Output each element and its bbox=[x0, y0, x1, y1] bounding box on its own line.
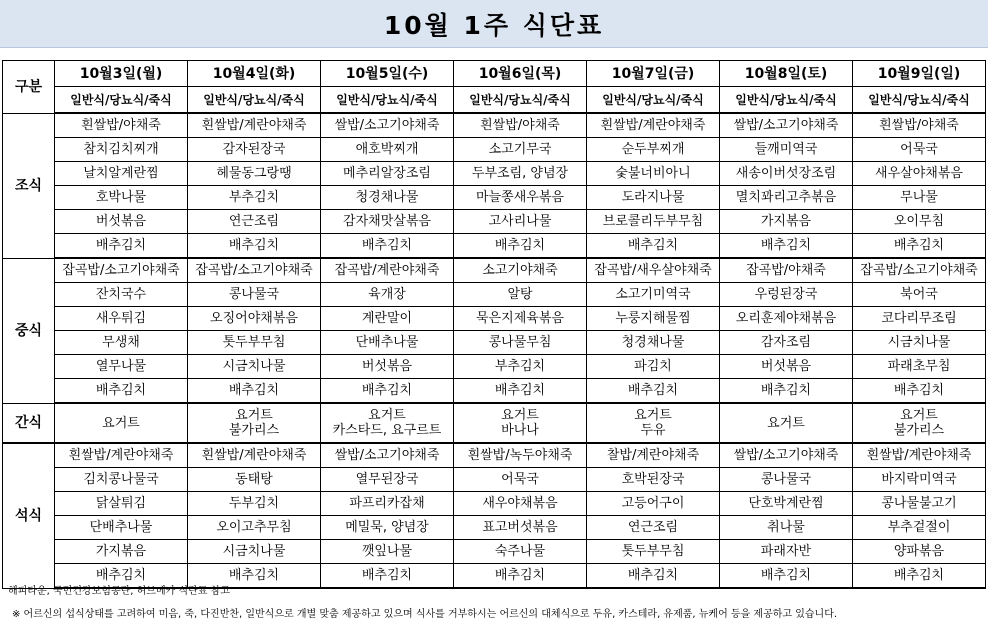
meal-item: 감자된장국 bbox=[188, 138, 321, 162]
source-note: 해피타운, 국민건강보험공단, 허브메카 식단표 참고 bbox=[8, 586, 230, 597]
meal-row bbox=[3, 516, 986, 540]
meal-item: 배추김치 bbox=[720, 234, 853, 259]
meal-item: 북어국 bbox=[853, 283, 986, 307]
meal-item: 도라지나물 bbox=[587, 186, 720, 210]
meal-item: 잔치국수 bbox=[55, 283, 188, 307]
snack-item: 요거트 bbox=[235, 408, 273, 423]
meal-item: 파래초무침 bbox=[853, 355, 986, 379]
diet-type: 일반식/당뇨식/죽식 bbox=[587, 87, 720, 114]
meal-row bbox=[3, 379, 986, 404]
snack-cell bbox=[321, 403, 454, 443]
day-date: 10월6일(목) bbox=[454, 61, 587, 87]
meal-item: 숙주나물 bbox=[454, 540, 587, 564]
meal-item: 배추김치 bbox=[55, 564, 188, 589]
meal-item: 단호박계란찜 bbox=[720, 492, 853, 516]
meal-item: 누룽지해물찜 bbox=[587, 307, 720, 331]
meal-item: 오이고추무침 bbox=[188, 516, 321, 540]
meal-item: 흰쌀밥/계란야채죽 bbox=[188, 443, 321, 468]
meal-item: 배추김치 bbox=[321, 234, 454, 259]
meal-item: 배추김치 bbox=[188, 564, 321, 589]
snack-item: 바나나 bbox=[501, 423, 539, 438]
meal-item: 배추김치 bbox=[587, 564, 720, 589]
meal-row bbox=[3, 186, 986, 210]
section-label: 중식 bbox=[3, 258, 55, 403]
snack-cell bbox=[188, 403, 321, 443]
meal-item: 콩나물국 bbox=[720, 468, 853, 492]
meal-item: 어묵국 bbox=[454, 468, 587, 492]
snack-cell bbox=[587, 403, 720, 443]
meal-item: 배추김치 bbox=[55, 379, 188, 404]
meal-item: 순두부찌개 bbox=[587, 138, 720, 162]
diet-type: 일반식/당뇨식/죽식 bbox=[720, 87, 853, 114]
meal-item: 콩나물불고기 bbox=[853, 492, 986, 516]
meal-item: 배추김치 bbox=[454, 234, 587, 259]
meal-item: 톳두부무침 bbox=[587, 540, 720, 564]
snack-cell bbox=[454, 403, 587, 443]
meal-item: 열무된장국 bbox=[321, 468, 454, 492]
section-label: 조식 bbox=[3, 113, 55, 258]
snack-item: 불가리스 bbox=[228, 423, 280, 438]
meal-item: 마늘쫑새우볶음 bbox=[454, 186, 587, 210]
header-date-row bbox=[3, 61, 986, 87]
meal-row bbox=[3, 492, 986, 516]
meal-item: 소고기미역국 bbox=[587, 283, 720, 307]
meal-item: 깻잎나물 bbox=[321, 540, 454, 564]
meal-item: 배추김치 bbox=[853, 564, 986, 589]
meal-item: 들깨미역국 bbox=[720, 138, 853, 162]
meal-row bbox=[3, 258, 986, 283]
header-type-row bbox=[3, 87, 986, 114]
meal-item: 소고기야채죽 bbox=[454, 258, 587, 283]
meal-item: 애호박찌개 bbox=[321, 138, 454, 162]
meal-item: 버섯볶음 bbox=[720, 355, 853, 379]
meal-item: 가지볶음 bbox=[55, 540, 188, 564]
diet-type: 일반식/당뇨식/죽식 bbox=[188, 87, 321, 114]
meal-item: 날치알계란찜 bbox=[55, 162, 188, 186]
meal-item: 쌀밥/소고기야채죽 bbox=[720, 113, 853, 138]
meal-item: 부추김치 bbox=[454, 355, 587, 379]
meal-row bbox=[3, 234, 986, 259]
meal-row bbox=[3, 162, 986, 186]
meal-item: 바지락미역국 bbox=[853, 468, 986, 492]
meal-item: 코다리무조림 bbox=[853, 307, 986, 331]
meal-item: 배추김치 bbox=[720, 564, 853, 589]
category-header: 구분 bbox=[3, 61, 55, 114]
meal-item: 고사리나물 bbox=[454, 210, 587, 234]
meal-item: 양파볶음 bbox=[853, 540, 986, 564]
meal-item: 어묵국 bbox=[853, 138, 986, 162]
page-title: 10월 1주 식단표 bbox=[0, 0, 988, 48]
day-date: 10월9일(일) bbox=[853, 61, 986, 87]
meal-item: 청경채나물 bbox=[321, 186, 454, 210]
diet-type: 일반식/당뇨식/죽식 bbox=[321, 87, 454, 114]
meal-item: 배추김치 bbox=[454, 379, 587, 404]
meal-item: 배추김치 bbox=[587, 234, 720, 259]
meal-item: 배추김치 bbox=[454, 564, 587, 589]
snack-item: 불가리스 bbox=[893, 423, 945, 438]
meal-row bbox=[3, 138, 986, 162]
meal-policy-note: ※ 어르신의 섭식상태를 고려하여 미음, 죽, 다진반찬, 일반식으로 개별 맞춤 제공하고 있으며 식사를 거부하시는 어르신의 대체식으로 두유, 카스테라, 유제품, 뉴케어 등을 제공하고 있습니다. bbox=[12, 609, 838, 620]
meal-item: 배추김치 bbox=[321, 379, 454, 404]
meal-item: 배추김치 bbox=[188, 234, 321, 259]
day-date: 10월8일(토) bbox=[720, 61, 853, 87]
meal-item: 흰쌀밥/야채죽 bbox=[55, 113, 188, 138]
meal-item: 동태탕 bbox=[188, 468, 321, 492]
meal-item: 두부조림, 양념장 bbox=[454, 162, 587, 186]
meal-item: 묵은지제육볶음 bbox=[454, 307, 587, 331]
meal-item: 브로콜리두부무침 bbox=[587, 210, 720, 234]
meal-item: 흰쌀밥/야채죽 bbox=[853, 113, 986, 138]
meal-item: 잡곡밥/계란야채죽 bbox=[321, 258, 454, 283]
meal-item: 멸치꽈리고추볶음 bbox=[720, 186, 853, 210]
meal-item: 시금치나물 bbox=[188, 355, 321, 379]
meal-item: 파프리카잡채 bbox=[321, 492, 454, 516]
meal-row bbox=[3, 307, 986, 331]
meal-row bbox=[3, 331, 986, 355]
meal-item: 톳두부무침 bbox=[188, 331, 321, 355]
meal-item: 흰쌀밥/계란야채죽 bbox=[188, 113, 321, 138]
meal-item: 새우튀김 bbox=[55, 307, 188, 331]
meal-item: 버섯볶음 bbox=[321, 355, 454, 379]
meal-item: 잡곡밥/소고기야채죽 bbox=[853, 258, 986, 283]
meal-item: 숯불너비아니 bbox=[587, 162, 720, 186]
meal-item: 알탕 bbox=[454, 283, 587, 307]
section-label-snack: 간식 bbox=[3, 403, 55, 443]
meal-item: 헤물동그랑땡 bbox=[188, 162, 321, 186]
footnotes bbox=[8, 585, 983, 621]
diet-type: 일반식/당뇨식/죽식 bbox=[853, 87, 986, 114]
snack-cell bbox=[720, 403, 853, 443]
meal-item: 열무나물 bbox=[55, 355, 188, 379]
meal-item: 취나물 bbox=[720, 516, 853, 540]
meal-item: 흰쌀밥/녹두야채죽 bbox=[454, 443, 587, 468]
meal-item: 배추김치 bbox=[55, 234, 188, 259]
meal-item: 잡곡밥/소고기야채죽 bbox=[55, 258, 188, 283]
meal-row bbox=[3, 283, 986, 307]
meal-item: 흰쌀밥/야채죽 bbox=[454, 113, 587, 138]
meal-item: 오징어야채볶음 bbox=[188, 307, 321, 331]
meal-item: 무생채 bbox=[55, 331, 188, 355]
diet-type: 일반식/당뇨식/죽식 bbox=[55, 87, 188, 114]
meal-item: 두부김치 bbox=[188, 492, 321, 516]
meal-item: 오리훈제야채볶음 bbox=[720, 307, 853, 331]
meal-item: 연근조림 bbox=[587, 516, 720, 540]
snack-item: 요거트 bbox=[368, 408, 406, 423]
meal-item: 파김치 bbox=[587, 355, 720, 379]
meal-row bbox=[3, 113, 986, 138]
snack-item: 요거트 bbox=[501, 408, 539, 423]
meal-item: 김치콩나물국 bbox=[55, 468, 188, 492]
meal-item: 고등어구이 bbox=[587, 492, 720, 516]
meal-item: 무나물 bbox=[853, 186, 986, 210]
meal-item: 가지볶음 bbox=[720, 210, 853, 234]
meal-item: 쌀밥/소고기야채죽 bbox=[321, 113, 454, 138]
snack-cell bbox=[853, 403, 986, 443]
meal-item: 참치김치찌개 bbox=[55, 138, 188, 162]
meal-item: 닭살튀김 bbox=[55, 492, 188, 516]
meal-item: 감자채맛살볶음 bbox=[321, 210, 454, 234]
meal-item: 부추김치 bbox=[188, 186, 321, 210]
meal-row bbox=[3, 540, 986, 564]
meal-row bbox=[3, 443, 986, 468]
day-date: 10월7일(금) bbox=[587, 61, 720, 87]
day-date: 10월4일(화) bbox=[188, 61, 321, 87]
snack-item: 요거트 bbox=[900, 408, 938, 423]
meal-item: 청경채나물 bbox=[587, 331, 720, 355]
meal-item: 찰밥/계란야채죽 bbox=[587, 443, 720, 468]
meal-item: 배추김치 bbox=[188, 379, 321, 404]
snack-cell bbox=[55, 403, 188, 443]
meal-row bbox=[3, 210, 986, 234]
meal-item: 감자조림 bbox=[720, 331, 853, 355]
meal-item: 메밀묵, 양념장 bbox=[321, 516, 454, 540]
meal-item: 새우살야채볶음 bbox=[853, 162, 986, 186]
meal-item: 흰쌀밥/계란야채죽 bbox=[853, 443, 986, 468]
meal-item: 흰쌀밥/계란야채죽 bbox=[587, 113, 720, 138]
snack-item: 요거트 bbox=[102, 415, 140, 431]
meal-item: 배추김치 bbox=[720, 379, 853, 404]
meal-item: 우렁된장국 bbox=[720, 283, 853, 307]
snack-item: 두유 bbox=[640, 423, 666, 438]
section-label: 석식 bbox=[3, 443, 55, 588]
snack-item: 요거트 bbox=[767, 415, 805, 431]
meal-item: 소고기무국 bbox=[454, 138, 587, 162]
meal-item: 새우야채볶음 bbox=[454, 492, 587, 516]
meal-item: 표고버섯볶음 bbox=[454, 516, 587, 540]
meal-item: 잡곡밥/소고기야채죽 bbox=[188, 258, 321, 283]
snack-item: 요거트 bbox=[634, 408, 672, 423]
meal-table bbox=[2, 60, 986, 589]
meal-item: 새송이버섯장조림 bbox=[720, 162, 853, 186]
meal-row bbox=[3, 468, 986, 492]
day-date: 10월5일(수) bbox=[321, 61, 454, 87]
meal-item: 호박된장국 bbox=[587, 468, 720, 492]
meal-item: 잡곡밥/새우살야채죽 bbox=[587, 258, 720, 283]
meal-item: 파래자반 bbox=[720, 540, 853, 564]
meal-item: 시금치나물 bbox=[188, 540, 321, 564]
meal-row bbox=[3, 355, 986, 379]
meal-item: 잡곡밥/야채죽 bbox=[720, 258, 853, 283]
meal-item: 배추김치 bbox=[853, 234, 986, 259]
meal-item: 쌀밥/소고기야채죽 bbox=[720, 443, 853, 468]
meal-item: 오이무침 bbox=[853, 210, 986, 234]
meal-item: 흰쌀밥/계란야채죽 bbox=[55, 443, 188, 468]
meal-item: 부추겉절이 bbox=[853, 516, 986, 540]
meal-item: 메추리알장조림 bbox=[321, 162, 454, 186]
meal-item: 단배추나물 bbox=[321, 331, 454, 355]
meal-item: 육개장 bbox=[321, 283, 454, 307]
meal-item: 배추김치 bbox=[853, 379, 986, 404]
meal-item: 호박나물 bbox=[55, 186, 188, 210]
meal-item: 배추김치 bbox=[321, 564, 454, 589]
meal-item: 버섯볶음 bbox=[55, 210, 188, 234]
meal-item: 배추김치 bbox=[587, 379, 720, 404]
snack-item: 카스타드, 요구르트 bbox=[332, 423, 442, 438]
meal-item: 콩나물무침 bbox=[454, 331, 587, 355]
meal-item: 계란말이 bbox=[321, 307, 454, 331]
meal-item: 연근조림 bbox=[188, 210, 321, 234]
day-date: 10월3일(월) bbox=[55, 61, 188, 87]
meal-item: 시금치나물 bbox=[853, 331, 986, 355]
meal-item: 쌀밥/소고기야채죽 bbox=[321, 443, 454, 468]
meal-item: 콩나물국 bbox=[188, 283, 321, 307]
snack-row bbox=[3, 403, 986, 443]
meal-item: 단배추나물 bbox=[55, 516, 188, 540]
diet-type: 일반식/당뇨식/죽식 bbox=[454, 87, 587, 114]
